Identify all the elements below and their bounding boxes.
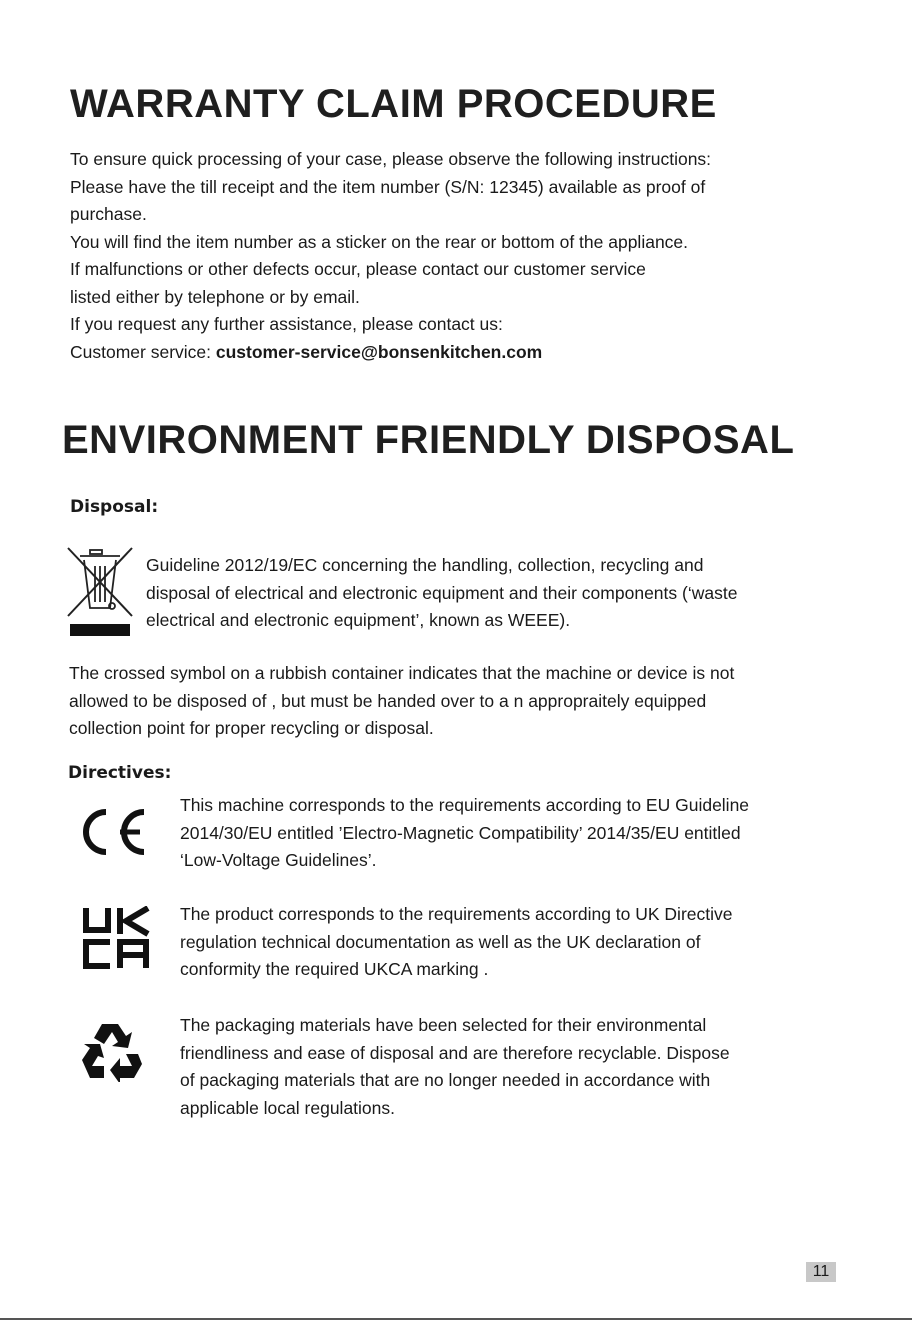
text-line: To ensure quick processing of your case, please observe the following instructions:	[70, 149, 712, 169]
text-line: disposal of electrical and electronic equipment and their components (‘waste	[146, 582, 738, 603]
text-line: Guideline 2012/19/EC concerning the handling, collection, recycling and	[146, 555, 704, 575]
text-line: Please have the till receipt and the item number (S/N: 12345) available as proof of	[70, 176, 706, 197]
page-number: 11	[806, 1262, 836, 1282]
text-line: applicable local regulations.	[180, 1097, 395, 1118]
text-line: ‘Low-Voltage Guidelines’.	[180, 850, 377, 870]
disposal-heading: Disposal:	[70, 497, 159, 517]
text-line: The crossed symbol on a rubbish container indicates that the machine or device is not	[69, 663, 735, 683]
text-line: purchase.	[70, 204, 147, 224]
customer-service-email[interactable]: customer-service@bonsenkitchen.com	[215, 341, 543, 362]
text-line: This machine corresponds to the requirements according to EU Guideline	[180, 795, 750, 815]
ukca-description	[180, 901, 733, 984]
environment-title: ENVIRONMENT FRIENDLY DISPOSAL	[62, 418, 795, 462]
text-line: If you request any further assistance, please contact us:	[70, 314, 503, 334]
recycle-description	[180, 1012, 730, 1122]
warranty-instructions	[70, 146, 711, 366]
text-line: If malfunctions or other defects occur, please contact our customer service	[70, 259, 646, 279]
text-line: conformity the required UKCA marking .	[180, 959, 489, 979]
weee-description	[146, 552, 737, 635]
text-line: listed either by telephone or by email.	[70, 286, 360, 307]
text-line: collection point for proper recycling or disposal.	[69, 718, 434, 738]
recycle-icon	[80, 1020, 144, 1082]
weee-bin-icon	[64, 546, 136, 638]
customer-service-label: Customer service:	[70, 341, 216, 362]
text-line: regulation technical documentation as well as the UK declaration of	[180, 931, 701, 952]
text-line: The packaging materials have been selected for their environmental	[180, 1015, 707, 1035]
text-line: allowed to be disposed of , but must be handed over to a n appropraitely equipped	[69, 690, 707, 711]
text-line: 2014/30/EU entitled ’Electro-Magnetic Compatibility’ 2014/35/EU entitled	[180, 822, 741, 843]
ce-description	[180, 792, 749, 875]
warranty-title: WARRANTY CLAIM PROCEDURE	[70, 82, 717, 126]
text-line: electrical and electronic equipment’, known as WEEE).	[146, 610, 571, 630]
text-line: You will find the item number as a sticker on the rear or bottom of the appliance.	[70, 231, 689, 252]
ukca-mark-icon	[80, 906, 152, 970]
crossed-symbol-paragraph	[69, 660, 734, 743]
text-line: The product corresponds to the requirements according to UK Directive	[180, 904, 733, 924]
directives-heading: Directives:	[68, 763, 172, 783]
text-line: of packaging materials that are no longer needed in accordance with	[180, 1070, 711, 1090]
ce-mark-icon	[76, 806, 148, 858]
text-line: friendliness and ease of disposal and are therefore recyclable. Dispose	[180, 1042, 730, 1063]
customer-service-line	[70, 339, 711, 367]
